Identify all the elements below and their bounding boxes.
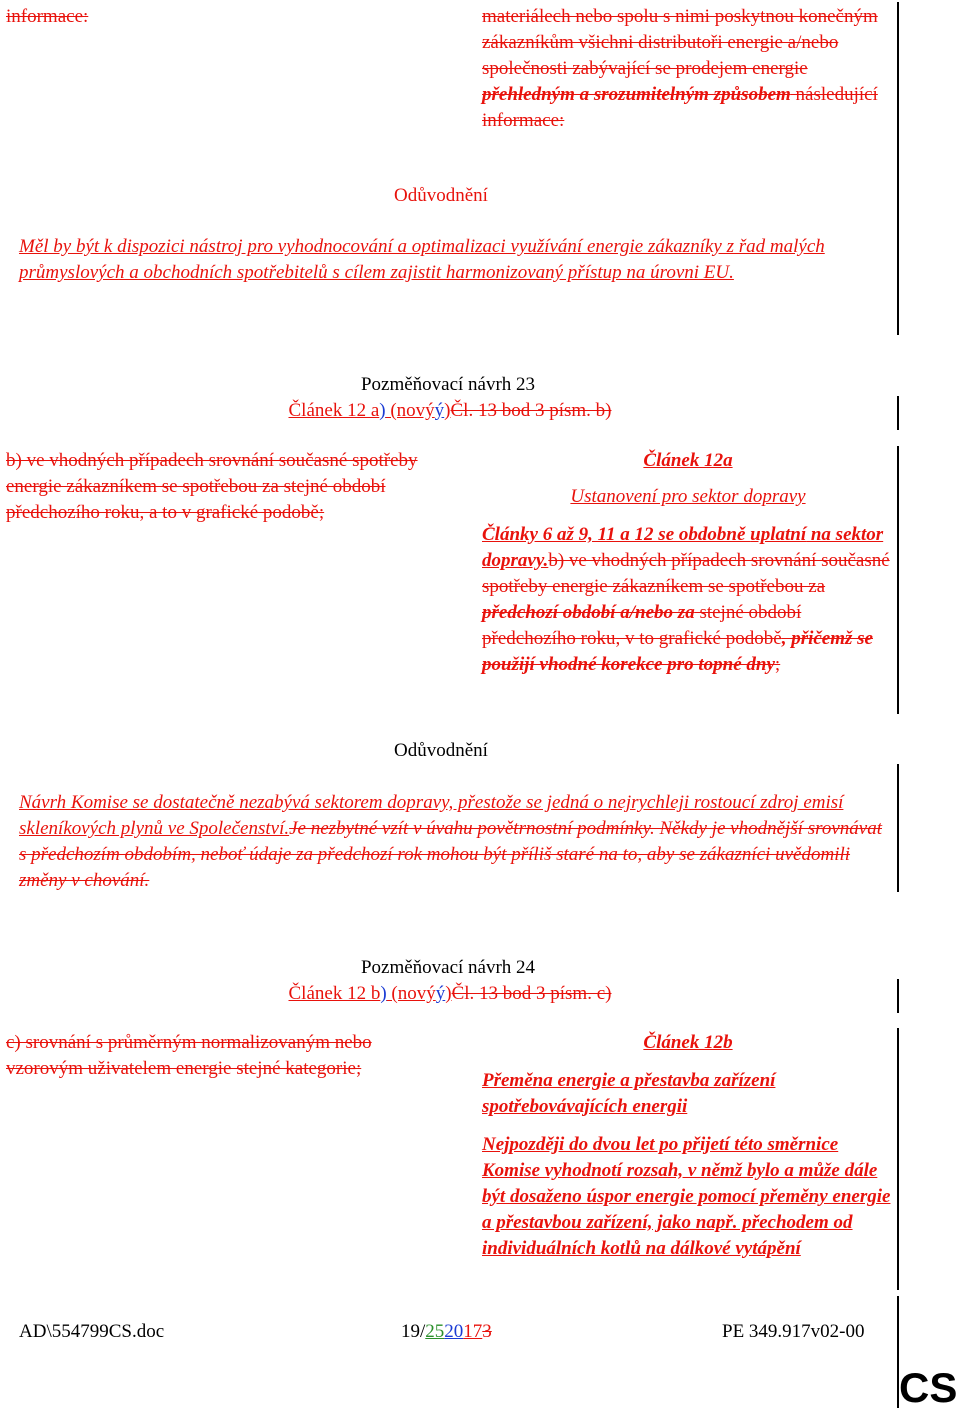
revision-bar-a23-title [897, 396, 899, 430]
justification-2-kept: Návrh Komise se dostatečně nezabývá sektorem dopravy, přestože se jedná o nejrychleji rostoucí zdroj emisí skleníkových plynů ve Společenství. [19, 792, 844, 839]
top-right-bold-deleted: přehledným a srozumitelným způsobem [482, 84, 791, 105]
top-right-text-1: materiálech nebo spolu s nimi poskytnou konečným zákazníkům všichni distributoři energie a/nebo společnosti zabývající se prodejem energie [482, 6, 878, 79]
justification-2-text [19, 790, 885, 894]
amendment-24-ref-paren: ) [380, 983, 387, 1004]
amendment-23-right-del-bi-1: předchozí období a/nebo za [482, 602, 695, 623]
amendment-24-ref-article: Článek 12 b [288, 983, 381, 1004]
amendment-23-ref-y: ý [434, 400, 445, 421]
footer-pe-reference: PE 349.917v02-00 [722, 1321, 865, 1342]
amendment-24-ref-new: (nový [386, 983, 436, 1004]
revision-bar-a23-body [897, 446, 899, 714]
amendment-24-ref-old: Čl. 13 bod 3 písm. c) [451, 983, 612, 1004]
amendment-23-left-text: b) ve vhodných případech srovnání současné spotřeby energie zákazníkem se spotřebou za stejné období předchozího roku, a to v grafické podobě; [6, 450, 418, 523]
amendment-23-right-del-bi-2: , přičemž se použijí vhodné korekce pro topné dny [482, 628, 873, 675]
footer-page-deleted: 3 [482, 1321, 492, 1342]
footer-page-current: 19/ [401, 1321, 426, 1342]
amendment-23-right-bold-b: uplatní [750, 524, 807, 545]
justification-1-heading: Odůvodnění [394, 185, 488, 206]
justification-2-heading: Odůvodnění [394, 740, 488, 761]
footer-page-moved: 25 [425, 1321, 445, 1342]
amendment-23-right-del-2: stejné období předchozího roku, v to grafické podobě [482, 602, 802, 649]
revision-bar-top [897, 2, 899, 335]
amendment-23-right-subheading: Ustanovení pro sektor dopravy [570, 486, 806, 507]
amendment-23-ref-close: ) [444, 400, 451, 421]
footer-page-inserted: 20 [444, 1321, 464, 1342]
top-left-fragment: informace: [6, 6, 89, 27]
top-right-text-2: následující informace: [482, 84, 878, 131]
amendment-24-ref-close: ) [445, 983, 452, 1004]
amendment-24-reference [200, 981, 700, 1007]
amendment-23-reference [200, 398, 700, 424]
amendment-23-title: Pozměňovací návrh 23 [360, 374, 536, 395]
amendment-23-ref-paren: ) [379, 400, 386, 421]
justification-1-text: Měl by být k dispozici nástroj pro vyhodnocování a optimalizaci využívání energie zákazníky z řad malých průmyslových a obchodních spotřebitelů s cílem zajistit harmonizovaný přístup na úrovni EU. [19, 236, 825, 283]
amendment-24-right-body: Nejpozději do dvou let po přijetí této směrnice Komise vyhodnotí rozsah, v němž bylo a může dále být dosaženo úspor energie pomocí přeměny energie a přestavbou zařízení, jako např. přechodem od individuálních kotlů na dálkové vytápění [482, 1134, 891, 1259]
amendment-23-ref-new: (nový [385, 400, 435, 421]
revision-bar-a24-body [897, 1028, 899, 1290]
amendment-24-ref-y: ý [435, 983, 446, 1004]
amendment-23-right-body [482, 522, 894, 678]
amendment-23-right-bold-a: Články 6 až 9, 11 a 12 se obdobně [482, 524, 751, 545]
amendment-23-right-heading: Článek 12a [643, 450, 733, 471]
amendment-24-right-subheading: Přeměna energie a přestavba zařízení spotřebovávajících energii [482, 1070, 776, 1117]
amendment-23-ref-article: Článek 12 a [288, 400, 380, 421]
top-right-paragraph [482, 4, 882, 134]
language-code: CS [899, 1364, 958, 1411]
amendment-24-right-heading: Článek 12b [643, 1032, 733, 1053]
amendment-23-right-del-1: b) ve vhodných případech srovnání současné spotřeby energie zákazníkem se spotřebou za [482, 550, 890, 597]
footer-document-id: AD\554799CS.doc [19, 1321, 165, 1342]
amendment-24-left-text: c) srovnání s průměrným normalizovaným nebo vzorovým uživatelem energie stejné kategorie; [6, 1032, 372, 1079]
revision-bar-a24-title [897, 979, 899, 1013]
amendment-23-right-del-3: ; [774, 654, 781, 675]
justification-2-deleted: Je nezbytné vzít v úvahu povětrnostní podmínky. Někdy je vhodnější srovnávat s předchozím obdobím, neboť údaje za předchozí rok mohou být příliš staré na to, aby se zákazníci uvědomili změny v chování. [19, 818, 882, 891]
amendment-24-title: Pozměňovací návrh 24 [360, 957, 536, 978]
footer-page-changed: 17 [463, 1321, 483, 1342]
revision-bar-just-2 [897, 764, 899, 892]
amendment-23-right-bold-c: na sektor dopravy. [482, 524, 884, 571]
footer-page-number [401, 1319, 492, 1345]
amendment-23-ref-old: Čl. 13 bod 3 písm. b) [450, 400, 612, 421]
